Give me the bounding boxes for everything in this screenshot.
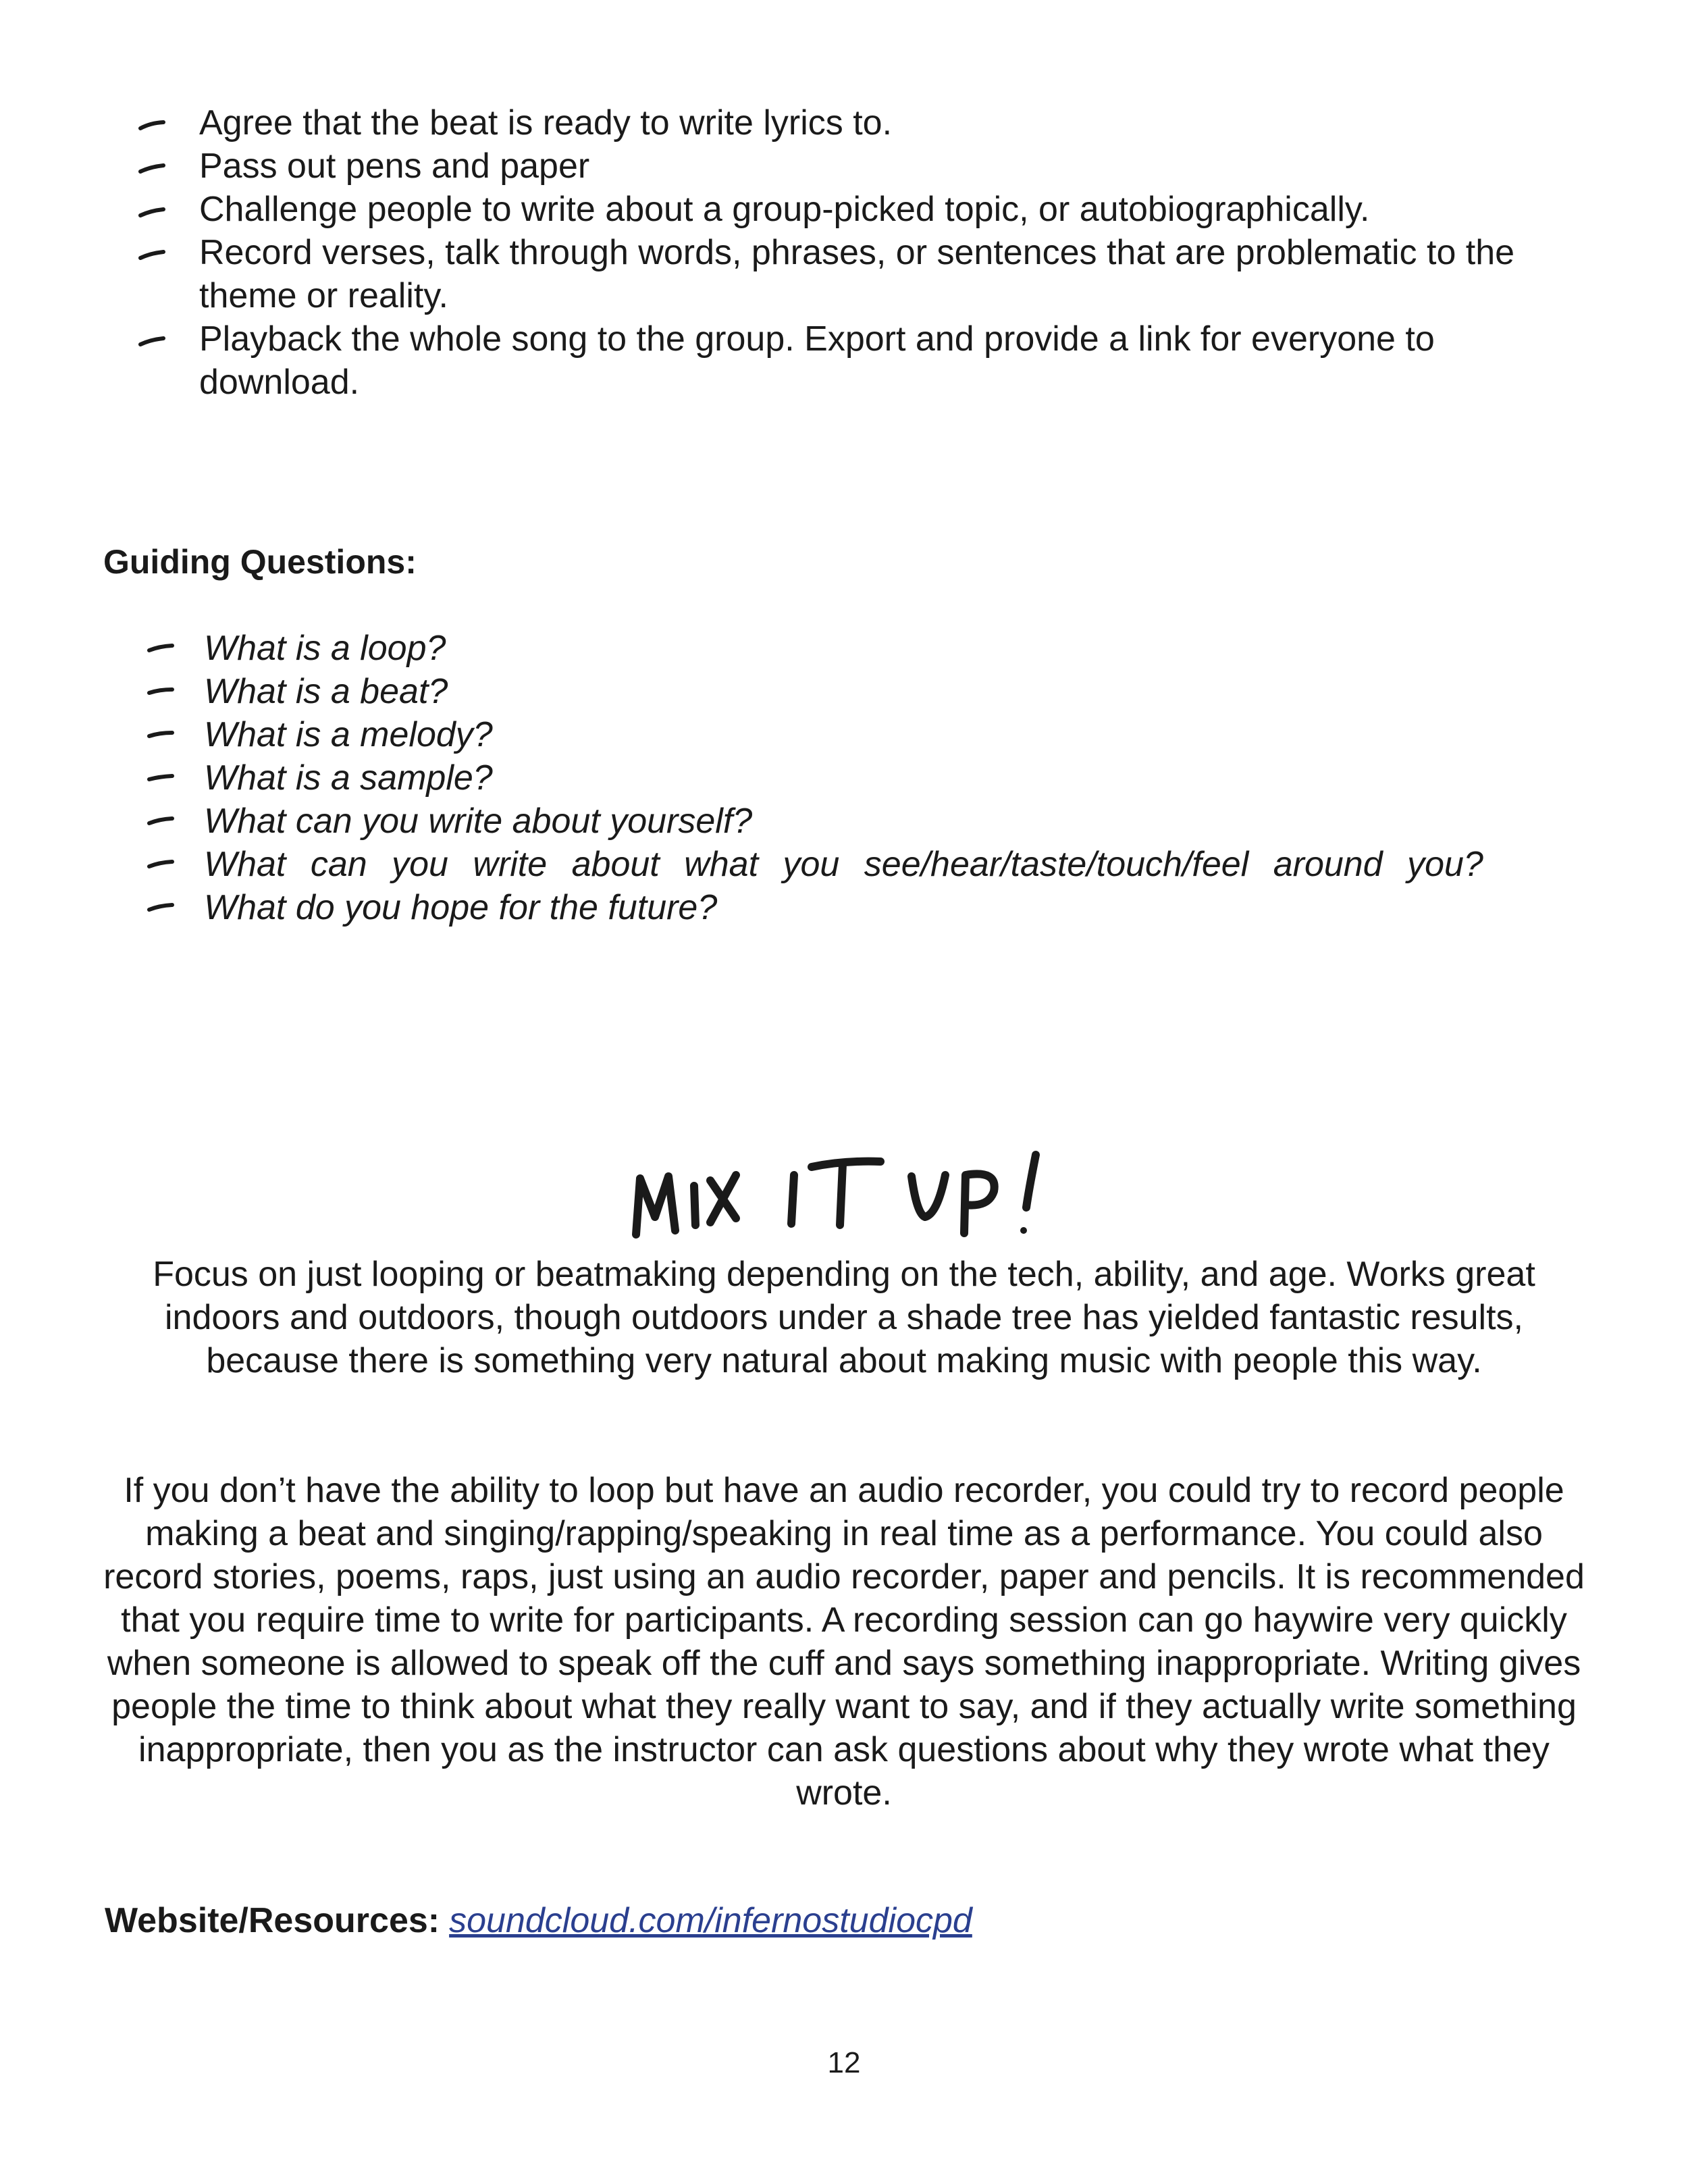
mix-paragraph-2: If you don’t have the ability to loop but have an audio recorder, you could try to record people making a beat and singing/rapping/speaking in real time as a performance. You could also record stories, poems, raps, just using an audio recorder, paper and pencils. It is recommended that you require time to write for participants. A recording session can go haywire very quickly when someone is allowed to speak off the cuff and says something inappropriate. Writing gives people the time to think about what they really want to say, and if they actually write something inappropriate, then you as the instructor can ask questions about why they wrote what they wrote. xyxy=(103,1471,1585,1813)
list-item xyxy=(0,670,1688,713)
list-item xyxy=(0,713,1688,756)
dash-bullet-icon xyxy=(147,816,174,827)
list-item xyxy=(0,145,1688,188)
step-text: Agree that the beat is ready to write lyrics to. xyxy=(199,103,893,142)
dash-bullet-icon xyxy=(147,729,174,740)
step-text: Playback the whole song to the group. Export and provide a link for everyone to download. xyxy=(199,319,1435,402)
question-text: What is a loop? xyxy=(204,629,446,668)
question-text: What can you write about what you see/hear/taste/touch/feel around you? xyxy=(204,845,1483,884)
dash-bullet-icon xyxy=(147,902,174,913)
question-text: What is a sample? xyxy=(204,758,493,798)
dash-bullet-icon xyxy=(147,686,174,697)
question-text: What is a beat? xyxy=(204,672,448,711)
list-item xyxy=(0,800,1688,843)
dash-bullet-icon xyxy=(138,336,165,347)
list-item xyxy=(0,627,1688,670)
step-text: Pass out pens and paper xyxy=(199,147,590,186)
list-item xyxy=(0,188,1688,231)
section-heading: Guiding Questions: xyxy=(103,543,417,581)
dash-bullet-icon xyxy=(138,163,165,174)
step-text: Challenge people to write about a group-picked topic, or autobiographically. xyxy=(199,190,1370,229)
dash-bullet-icon xyxy=(138,120,165,131)
mix-paragraph-1: Focus on just looping or beatmaking depending on the tech, ability, and age. Works great indoors and outdoors, though outdoors under a shade tree has yielded fantastic results, because there is something very natural about making music with people this way. xyxy=(153,1255,1535,1380)
step-text: Record verses, talk through words, phrases, or sentences that are problematic to the theme or reality. xyxy=(199,233,1515,315)
mix-it-up-heading xyxy=(0,1141,1688,1246)
question-text: What do you hope for the future? xyxy=(204,888,718,927)
dash-bullet-icon xyxy=(138,250,165,261)
question-text: What is a melody? xyxy=(204,715,493,754)
dash-bullet-icon xyxy=(147,643,174,654)
list-item xyxy=(0,756,1688,800)
list-item xyxy=(0,886,1688,929)
list-item xyxy=(0,101,1688,145)
mix-it-up-lettering xyxy=(628,1141,1060,1243)
list-item xyxy=(0,231,1688,317)
guiding-questions-list xyxy=(0,627,1688,929)
question-text: What can you write about yourself? xyxy=(204,802,753,841)
dash-bullet-icon xyxy=(138,207,165,217)
list-item xyxy=(0,317,1688,404)
resources-label: Website/Resources: xyxy=(105,1901,440,1940)
steps-list xyxy=(0,101,1688,404)
page-number: 12 xyxy=(827,2046,861,2079)
resources-link[interactable]: soundcloud.com/infernostudiocpd xyxy=(449,1901,972,1940)
dash-bullet-icon xyxy=(147,773,174,783)
list-item xyxy=(0,843,1688,886)
resources-line xyxy=(105,1899,972,1942)
dash-bullet-icon xyxy=(147,859,174,870)
